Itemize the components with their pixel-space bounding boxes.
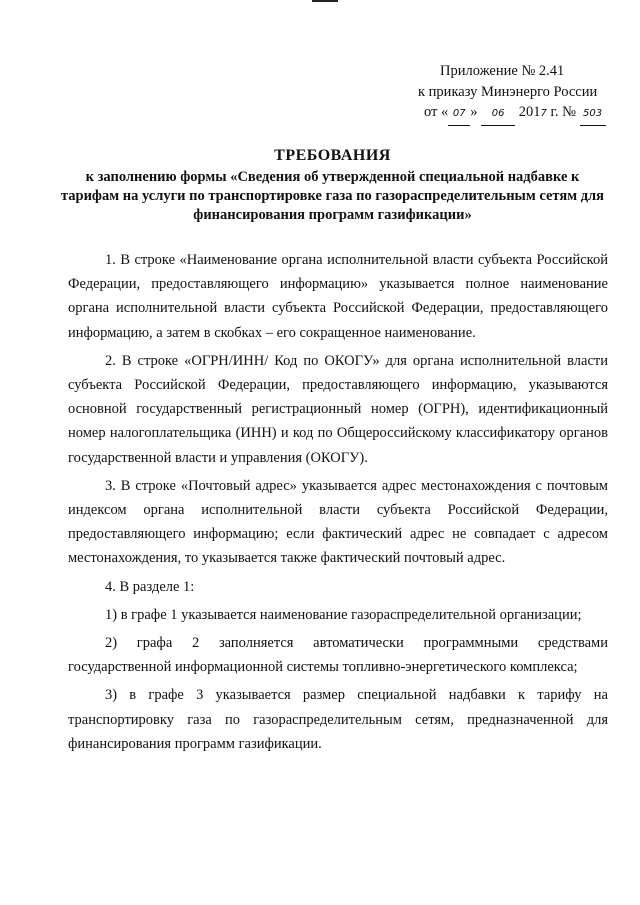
- paragraph-3: 3. В строке «Почтовый адрес» указывается адрес местонахождения с почтовым индексом органа исполнительной власти субъекта Российской Федерации, предоставляющего информацию; если фактический адрес не совпадает с адресом местонахождения, то указывается также фактический почтовый адрес.: [68, 477, 608, 567]
- paragraph-4-item-2: 2) графа 2 заполняется автоматически программными средствами государственной информационной системы топливно-энергетического комплекса;: [68, 635, 608, 676]
- date-sep: »: [470, 104, 478, 120]
- appendix-date-line: [418, 102, 603, 126]
- document-subtitle: к заполнению формы «Сведения об утвержденной специальной надбавке к тарифам на услуги по транспортировке газа по газораспределительным сетям для финансирования программ газификации»: [60, 169, 605, 223]
- document-title: ТРЕБОВАНИЯ: [274, 147, 391, 164]
- paragraph-4: 4. В разделе 1:: [105, 578, 195, 595]
- paragraph-4-item-3: 3) в графе 3 указывается размер специальной надбавки к тарифу на транспортировку газа по газораспределительным сетям, предназначенной для финансирования программ газификации.: [68, 687, 608, 752]
- order-number: 503: [580, 104, 606, 126]
- document-body: [68, 248, 608, 760]
- appendix-header: [418, 61, 603, 126]
- year-prefix: 201: [518, 104, 541, 120]
- paragraph-4-item-1: 1) в графе 1 указывается наименование газораспределительной организации;: [105, 606, 582, 623]
- document-heading: [60, 146, 605, 225]
- date-day: 07: [448, 104, 470, 126]
- date-month: 06: [481, 104, 515, 126]
- appendix-number: Приложение № 2.41: [440, 63, 565, 79]
- date-prefix: от «: [424, 104, 449, 120]
- paragraph-2: 2. В строке «ОГРН/ИНН/ Код по ОКОГУ» для органа исполнительной власти субъекта Российской Федерации, предоставляющего информацию, указываются основной государственный регистрационный номер (ОГРН), идентификационный номер налогоплательщика (ИНН) и код по Общероссийскому классификатору органов государственной власти и управления (ОКОГУ).: [68, 352, 608, 466]
- appendix-order-ref: к приказу Минэнерго России: [418, 83, 598, 100]
- number-label: г. №: [550, 104, 576, 120]
- scan-mark: [312, 0, 338, 2]
- year-digit: 7: [540, 108, 547, 119]
- paragraph-1: 1. В строке «Наименование органа исполнительной власти субъекта Российской Федерации, предоставляющего информацию» указывается полное наименование органа исполнительной власти субъекта Российской Федерации, предоставляющего информацию, а затем в скобках – его сокращенное наименование.: [68, 252, 608, 341]
